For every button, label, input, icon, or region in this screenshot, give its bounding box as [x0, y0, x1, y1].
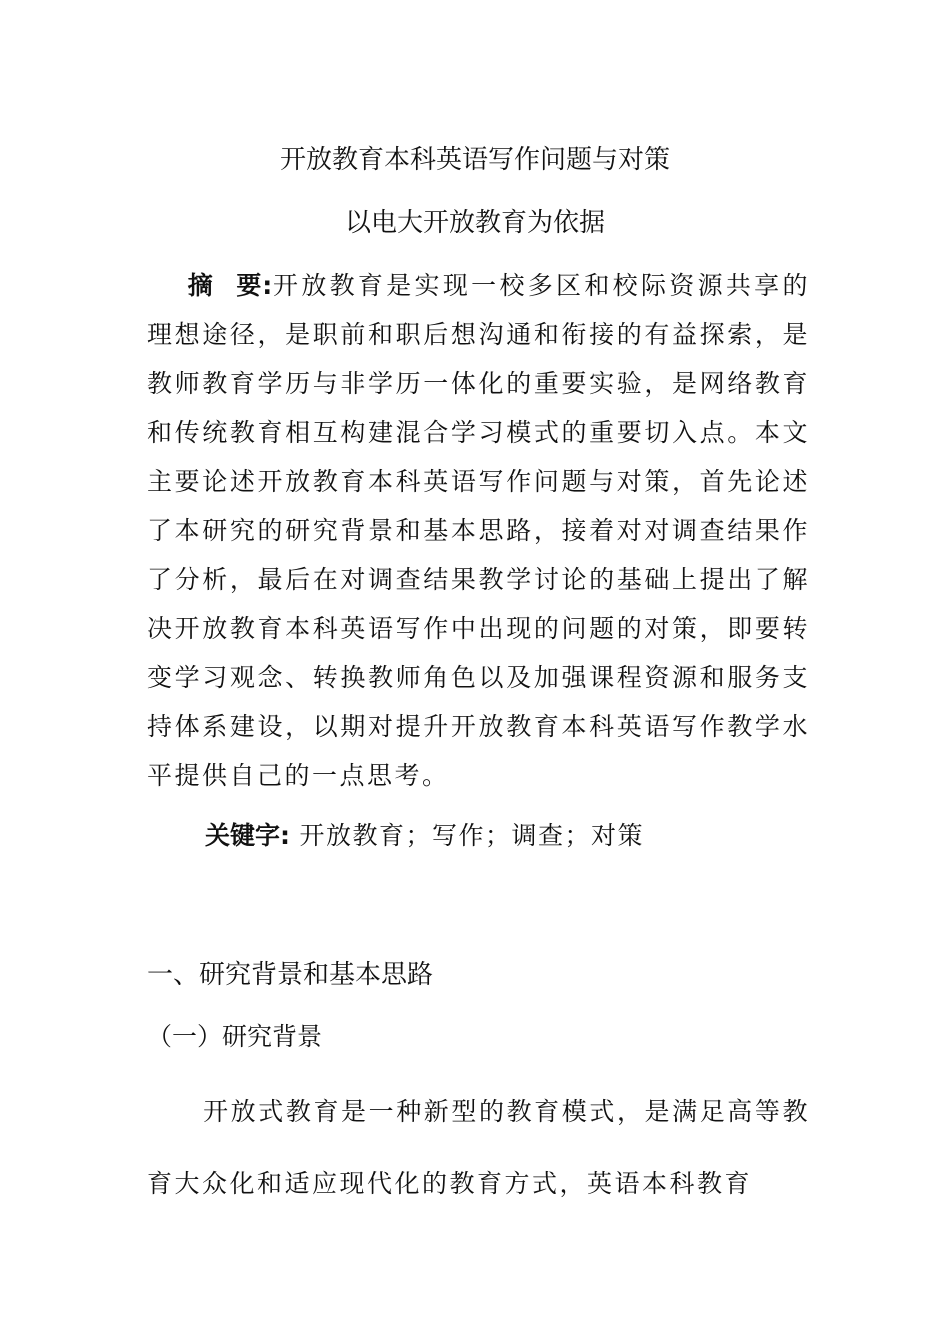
abstract-paragraph — [147, 261, 810, 800]
document-title: 开放教育本科英语写作问题与对策 — [279, 145, 670, 175]
keywords-label: 关键字: — [205, 821, 290, 850]
body-paragraph — [147, 1076, 810, 1220]
document-subtitle: 以电大开放教育为依据 — [344, 208, 605, 238]
abstract-label-part2: 要: — [235, 271, 273, 300]
abstract-text: 开放教育是实现一校多区和校际资源共享的理想途径，是职前和职后想沟通和衔接的有益探索，是教师教育学历与非学历一体化的重要实验，是网络教育和传统教育相互构建混合学习模式的重要切入点。本文主要论述开放教育本科英语写作问题与对策，首先论述了本研究的研究背景和基本思路，接着对对调查结果作了分析，最后在对调查结果教学讨论的基础上提出了解决开放教育本科英语写作中出现的问题的对策，即要转变学习观念、转换教师角色以及加强课程资源和服务支持体系建设，以期对提升开放教育本科英语写作教学水平提供自己的一点思考。 — [147, 271, 810, 790]
keywords-line — [205, 811, 644, 860]
section-heading: 一、研究背景和基本思路 — [147, 960, 434, 990]
keywords-text: 开放教育；写作；调查；对策 — [299, 821, 644, 850]
abstract-label — [187, 271, 272, 300]
body-paragraph-text: 开放式教育是一种新型的教育模式，是满足高等教育大众化和适应现代化的教育方式，英语本科教育 — [147, 1097, 810, 1198]
abstract-label-part1: 摘 — [187, 271, 214, 300]
subsection-heading: （一）研究背景 — [147, 1022, 323, 1051]
